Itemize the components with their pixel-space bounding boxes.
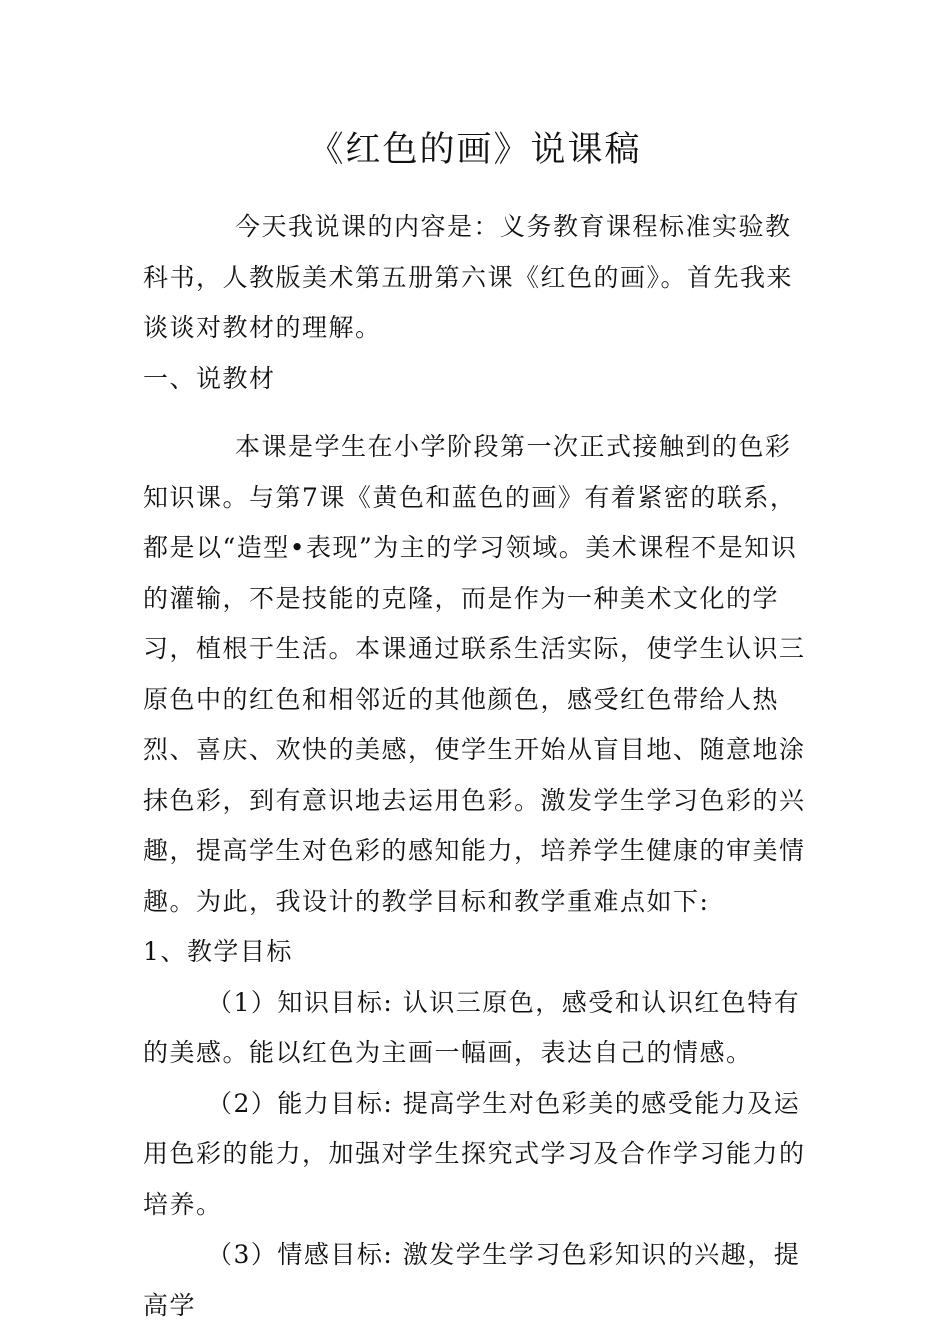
teaching-material-paragraph: 本课是学生在小学阶段第一次正式接触到的色彩知识课。与第7课《黄色和蓝色的画》有着紧密的联系，都是以“造型•表现”为主的学习领域。美术课程不是知识的灌输，不是技能的克隆，而是作为一种美术文化的学习，植根于生活。本课通过联系生活实际，使学生认识三原色中的红色和相邻近的其他颜色，感受红色带给人热烈、喜庆、欢快的美感，使学生开始从盲目地、随意地涂抹色彩，到有意识地去运用色彩。激发学生学习色彩的兴趣，提高学生对色彩的感知能力，培养学生健康的审美情趣。为此，我设计的教学目标和教学重难点如下: <box>143 432 806 916</box>
document-title: 《红色的画》说课稿 <box>308 130 642 170</box>
paragraph-gap <box>143 404 815 422</box>
goal-emotion: （3）情感目标: 激发学生学习色彩知识的兴趣，提高学 <box>143 1240 801 1320</box>
subsection-heading-teaching-goals: 1、教学目标 <box>143 937 293 966</box>
section-heading-teaching-material: 一、说教材 <box>143 363 276 393</box>
document-body <box>143 202 815 1331</box>
intro-paragraph: 今天我说课的内容是：义务教育课程标准实验教科书，人教版美术第五册第六课《红色的画》。首先我来谈谈对教材的理解。 <box>143 212 794 342</box>
goal-knowledge: （1）知识目标: 认识三原色，感受和认识红色特有的美感。能以红色为主画一幅画，表达自己的情感。 <box>143 987 801 1067</box>
goal-ability: （2）能力目标: 提高学生对色彩美的感受能力及运用色彩的能力，加强对学生探究式学习及合作学习能力的培养。 <box>143 1088 806 1219</box>
